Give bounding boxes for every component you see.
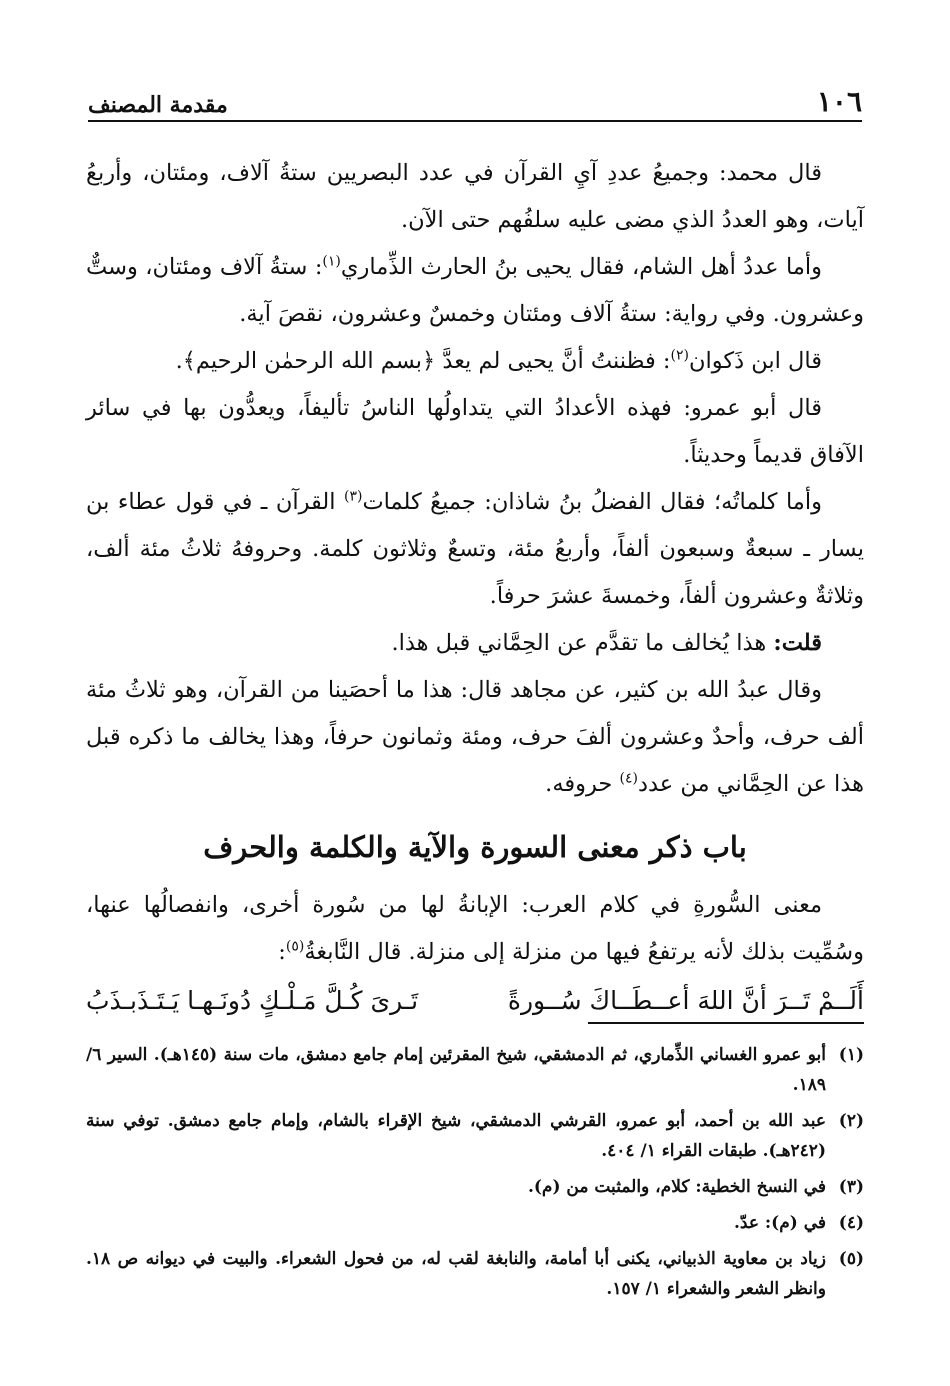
- paragraph-2: وأما عددُ أهل الشام، فقال يحيى بنُ الحارث الذِّماري$^{(١)}$: ستةُ آلاف ومئتان، وستٌّ وعشرون. وفي رواية: ستةُ آلاف ومئتان وخمسٌ وعشرون، نقصَ آية.: [86, 253, 864, 327]
- paragraph-4: قال أبو عمرو: فهذه الأعدادُ التي يتداولُها الناسُ تأليفاً، ويعدُّون بها في سائر الآفاق قديماً وحديثاً.: [86, 395, 864, 468]
- paragraph-8: معنى السُّورةِ في كلام العرب: الإبانةُ لها من سُورة أخرى، وانفصالُها عنها، وسُمِّيت بذلك لأنه يرتفعُ فيها من منزلة إلى منزلة. قال النَّابغةُ$^{(٥)}$:: [86, 892, 864, 965]
- footnote-ref-5[interactable]: (٥): [285, 938, 305, 955]
- footnote-3: (٣) في النسخ الخطية: كلام، والمثبت من (م).: [527, 1177, 864, 1197]
- verse-second-hemistich: تَـرىَ كُـلَّ مَـلْـكٍ دُونَـهـا يَـتَـذَبـذَبُ: [86, 986, 419, 1015]
- section-heading: باب ذكر معنى السورة والآية والكلمة والحرف: [203, 830, 747, 864]
- footnote-1: (١) أبو عمرو الغساني الذِّماري، ثم الدمشقي، شيخ المقرئين إمام جامع دمشق، مات سنة (١٤٥هـ). السير ٦/ ١٨٩.: [86, 1045, 864, 1095]
- footnotes: [86, 1040, 864, 1310]
- footnote-5: (٥) زياد بن معاوية الذبياني، يكنى أبا أمامة، والنابغة لقب له، من فحول الشعراء. والبيت في ديوانه ص ١٨. وانظر الشعر والشعراء ١/ ١٥٧.: [86, 1249, 864, 1299]
- footnote-ref-2[interactable]: (٢): [670, 347, 689, 364]
- verse-first-hemistich: أَلَــمْ تَــرَ أنَّ اللهَ أعــطَــاكَ سُــورةً: [507, 986, 864, 1015]
- page-header: [88, 82, 862, 122]
- paragraph-3: قال ابن ذَكوان$^{(٢)}$: فظننتُ أنَّ يحيى لم يعدَّ ﴿بسم الله الرحمٰن الرحيم﴾.: [175, 347, 822, 374]
- footnote-ref-3[interactable]: (٣): [344, 488, 363, 505]
- footnote-2: (٢) عبد الله بن أحمد، أبو عمرو، القرشي الدمشقي، شيخ الإقراء بالشام، وإمام جامع دمشق. توفي سنة (٢٤٢هـ). طبقات القراء ١/ ٤٠٤.: [86, 1111, 864, 1161]
- paragraph-7: وقال عبدُ الله بن كثير، عن مجاهد قال: هذا ما أحصَينا من القرآن، وهو ثلاثُ مئة ألف حرف، وأحدٌ وعشرون ألفَ حرف، ومئة وثمانون حرفاً، وهذا يخالف ما ذكره قبل هذا عن الحِمَّاني من عدد$^{(٤)}$ حروفه.: [86, 677, 864, 797]
- paragraph-1: قال محمد: وجميعُ عددِ آيِ القرآن في عدد البصريين ستةُ آلاف، ومئتان، وأربعُ آيات، وهو العددُ الذي مضى عليه سلفُهم حتى الآن.: [86, 160, 864, 233]
- running-title: مقدمة المصنف: [88, 92, 228, 118]
- qultu-label: قلت:: [773, 630, 822, 656]
- poetry-verse: [86, 978, 864, 1024]
- paragraph-5: وأما كلماتُه؛ فقال الفضلُ بنُ شاذان: جميعُ كلمات$^{(٣)}$ القرآن ـ في قول عطاء بن يسار ـ سبعةٌ وسبعون ألفاً، وأربعُ مئة، وتسعٌ وثلاثون كلمة. وحروفهُ ثلاثُ مئة ألف، وثلاثةٌ وعشرون ألفاً، وخمسةَ عشرَ حرفاً.: [86, 488, 864, 609]
- footnote-4: (٤) في (م): عدّ.: [733, 1213, 864, 1233]
- main-text: [86, 150, 864, 1024]
- footnote-ref-1[interactable]: (١): [322, 253, 341, 270]
- page-number: ١٠٦: [816, 85, 862, 118]
- footnote-ref-4[interactable]: (٤): [619, 770, 638, 787]
- paragraph-6: قلت: هذا يُخالف ما تقدَّم عن الحِمَّاني قبل هذا.: [391, 630, 822, 656]
- footnote-divider: [588, 1022, 864, 1024]
